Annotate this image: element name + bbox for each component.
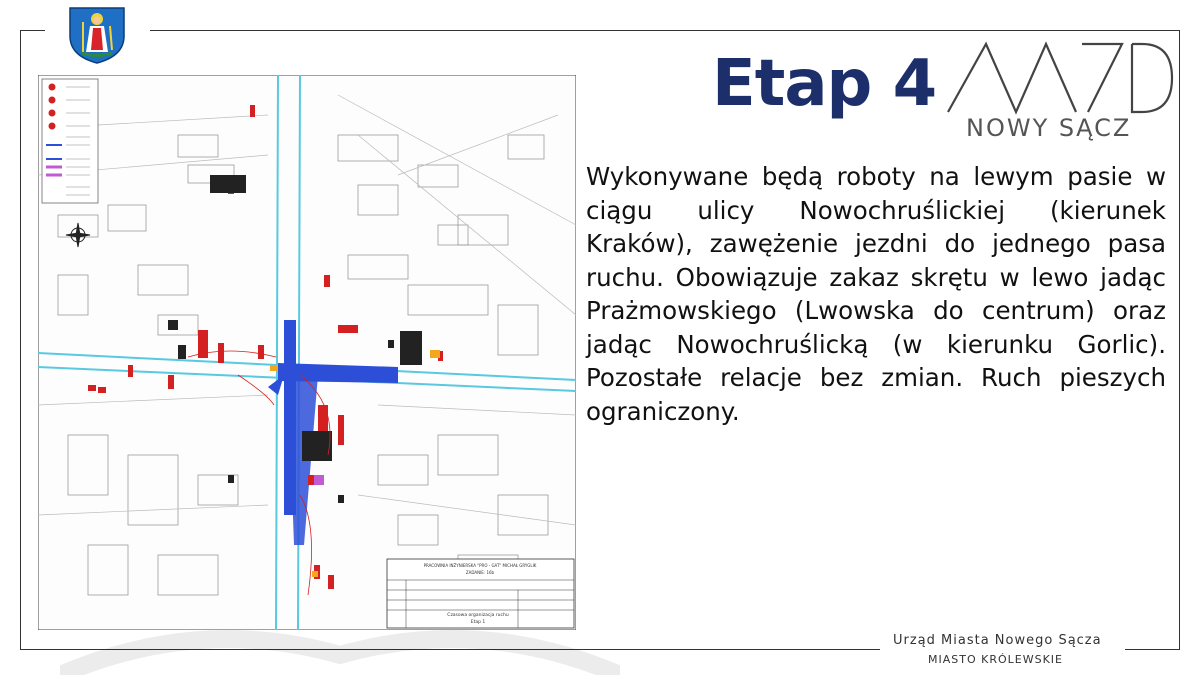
frame-top-left-line <box>20 30 45 31</box>
nowy-sacz-coat-of-arms-icon <box>66 6 128 64</box>
map-title-block-line2: ZADANIE: 16b <box>465 570 495 575</box>
footer-royal-city: MIASTO KRÓLEWSKIE <box>928 653 1063 666</box>
traffic-organization-plan-drawing <box>38 75 576 630</box>
frame-right-line <box>1179 30 1180 650</box>
map-title-block-line1: PRACOWNIA INŻYNIERSKA "PRO - GAT" MICHAŁ GRYGLIK <box>423 563 537 568</box>
slide-title: Etap 4 <box>712 47 937 121</box>
frame-bottom-right-line <box>1125 649 1180 650</box>
map-stage-label: Etap 1 <box>470 620 486 625</box>
frame-top-line <box>150 30 1180 31</box>
logo-subtitle: NOWY SĄCZ <box>966 114 1132 142</box>
frame-left-line <box>20 30 21 650</box>
stage-description: Wykonywane będą roboty na lewym pasie w ciągu ulicy Nowochruślickiej (kierunek Kraków), zawężenie jezdni do jednego pasa ruchu. Obowiązuje zakaz skrętu w lewo jadąc Prażmowskiego (Lwowska do centrum) oraz jadąc Nowochruślicką (w kierunku Gorlic). Pozostałe relacje bez zmian. Ruch pieszych ograniczony. <box>586 162 1166 426</box>
map-plan-name: Czasowa organizacja ruchu <box>447 613 509 618</box>
mzd-logo-icon <box>946 40 1176 116</box>
footer-city-office: Urząd Miasta Nowego Sącza <box>893 633 1102 648</box>
